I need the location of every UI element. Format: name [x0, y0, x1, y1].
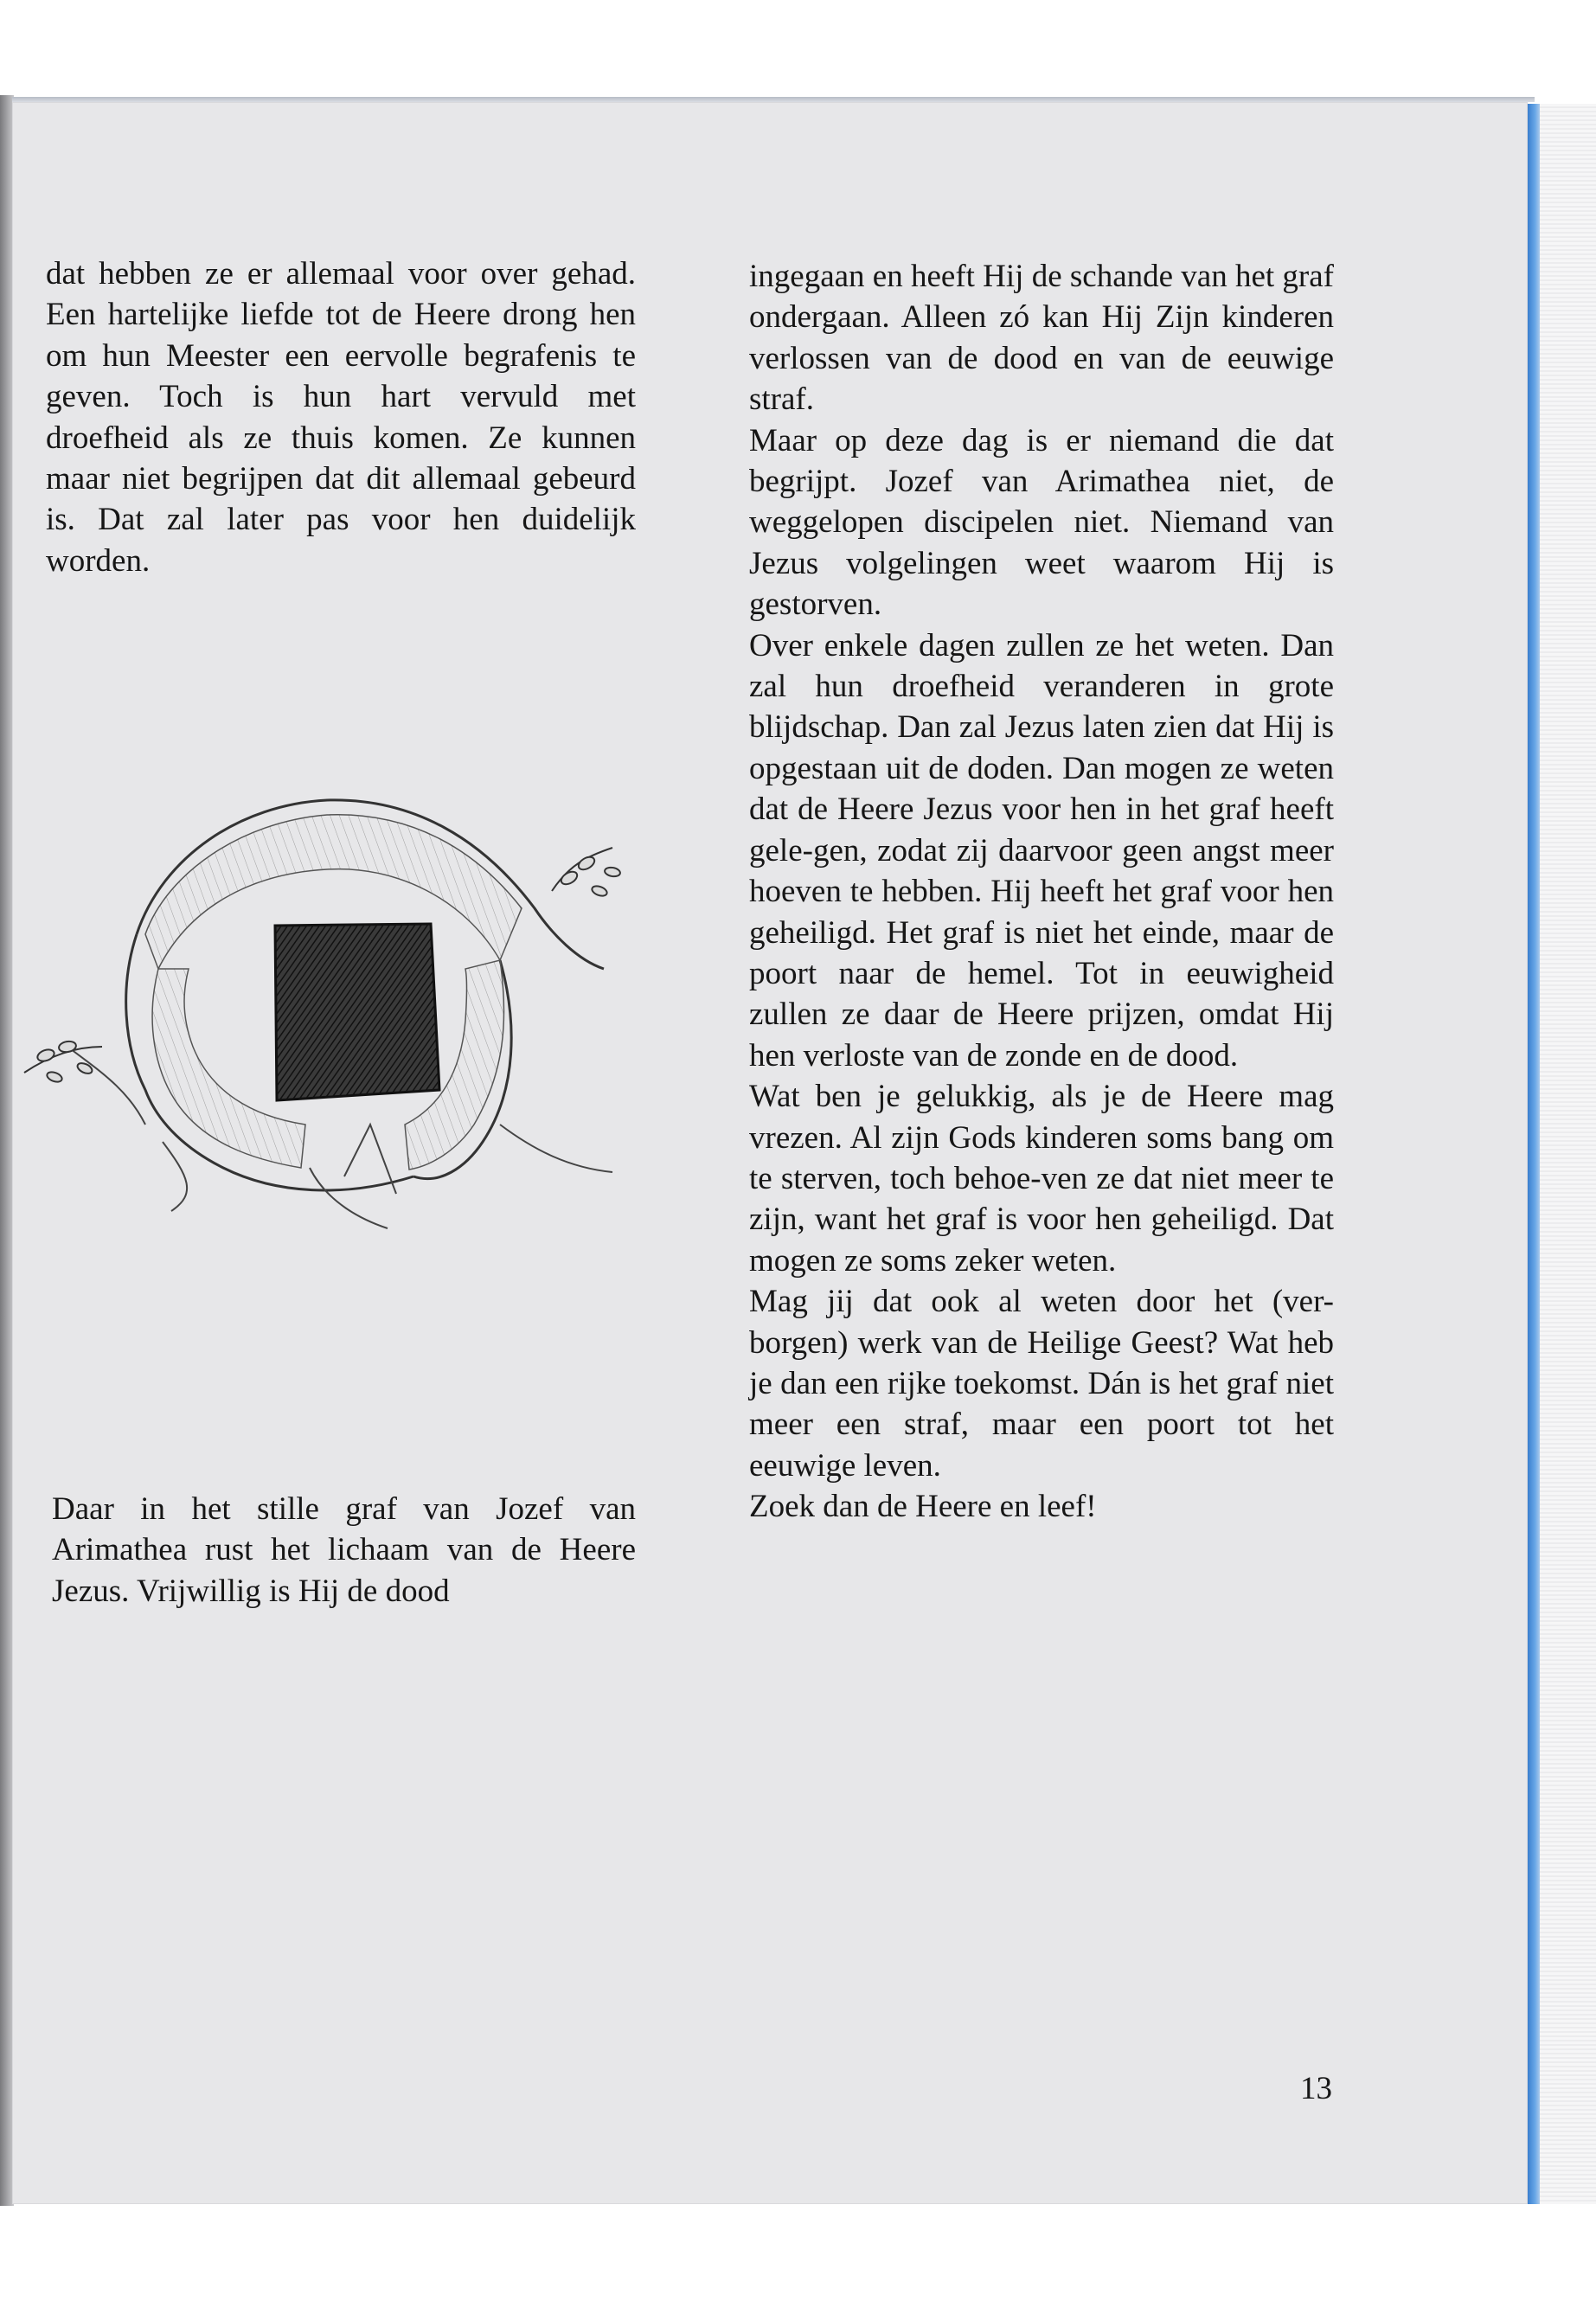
scan-margin-right [1540, 104, 1596, 2204]
right-paragraph-6: Zoek dan de Heere en leef! [749, 1489, 1097, 1525]
right-paragraph-2: Maar op deze dag is er niemand die dat begrijpt. Jozef van Arimathea niet, de weggelopen discipelen niet. Niemand van Jezus volgelingen weet waarom Hij is gestorven. [749, 422, 1334, 623]
right-paragraph-4: Wat ben je gelukkig, als je de Heere mag vrezen. Al zijn Gods kinderen soms bang om te sterven, toch behoe-ven ze dat niet meer te zijn, want het graf is voor hen geheiligd. Dat mogen ze soms zeker weten. [749, 1079, 1334, 1279]
left-paragraph-1: dat hebben ze er allemaal voor over gehad. Een hartelijke liefde tot de Heere drong hen om hun Meester een eervolle begrafenis te geven. Toch is hun hart vervuld met droefheid als ze thuis komen. Ze kunnen maar niet begrijpen dat dit allemaal gebeurd is. Dat zal later pas voor hen duidelijk worden. [46, 256, 636, 579]
page-number: 13 [1300, 2071, 1332, 2106]
right-paragraph-1: ingegaan en heeft Hij de schande van het graf ondergaan. Alleen zó kan Hij Zijn kinderen verlossen van de dood en van de eeuwige straf. [749, 259, 1334, 418]
left-column-bottom [52, 1489, 636, 1612]
right-paragraph-3: Over enkele dagen zullen ze het weten. Dan zal hun droefheid veranderen in grote blijdschap. Dan zal Jezus laten zien dat Hij is opgestaan uit de doden. Dan mogen ze weten dat de Heere Jezus voor hen in het graf heeft gele-gen, zodat zij daarvoor geen angst meer hoeven te hebben. Hij heeft het graf voor hen geheiligd. Het graf is niet het einde, maar de poort naar de hemel. Tot in eeuwigheid zullen ze daar de Heere prijzen, omdat Hij hen verloste van de zonde en de dood. [749, 627, 1334, 1074]
left-paragraph-2: Daar in het stille graf van Jozef van Arimathea rust het lichaam van de Heere Jezus. Vrijwillig is Hij de dood [52, 1491, 636, 1609]
left-column-top [46, 253, 636, 581]
right-column [749, 256, 1334, 1528]
tomb-drawing-icon [16, 761, 638, 1280]
book-edge-blue [1528, 104, 1540, 2204]
right-paragraph-5: Mag jij dat ook al weten door het (ver-borgen) werk van de Heilige Geest? Wat heb je dan een rijke toekomst. Dán is het graf niet meer een straf, maar een poort tot het eeuwige leven. [749, 1284, 1334, 1484]
